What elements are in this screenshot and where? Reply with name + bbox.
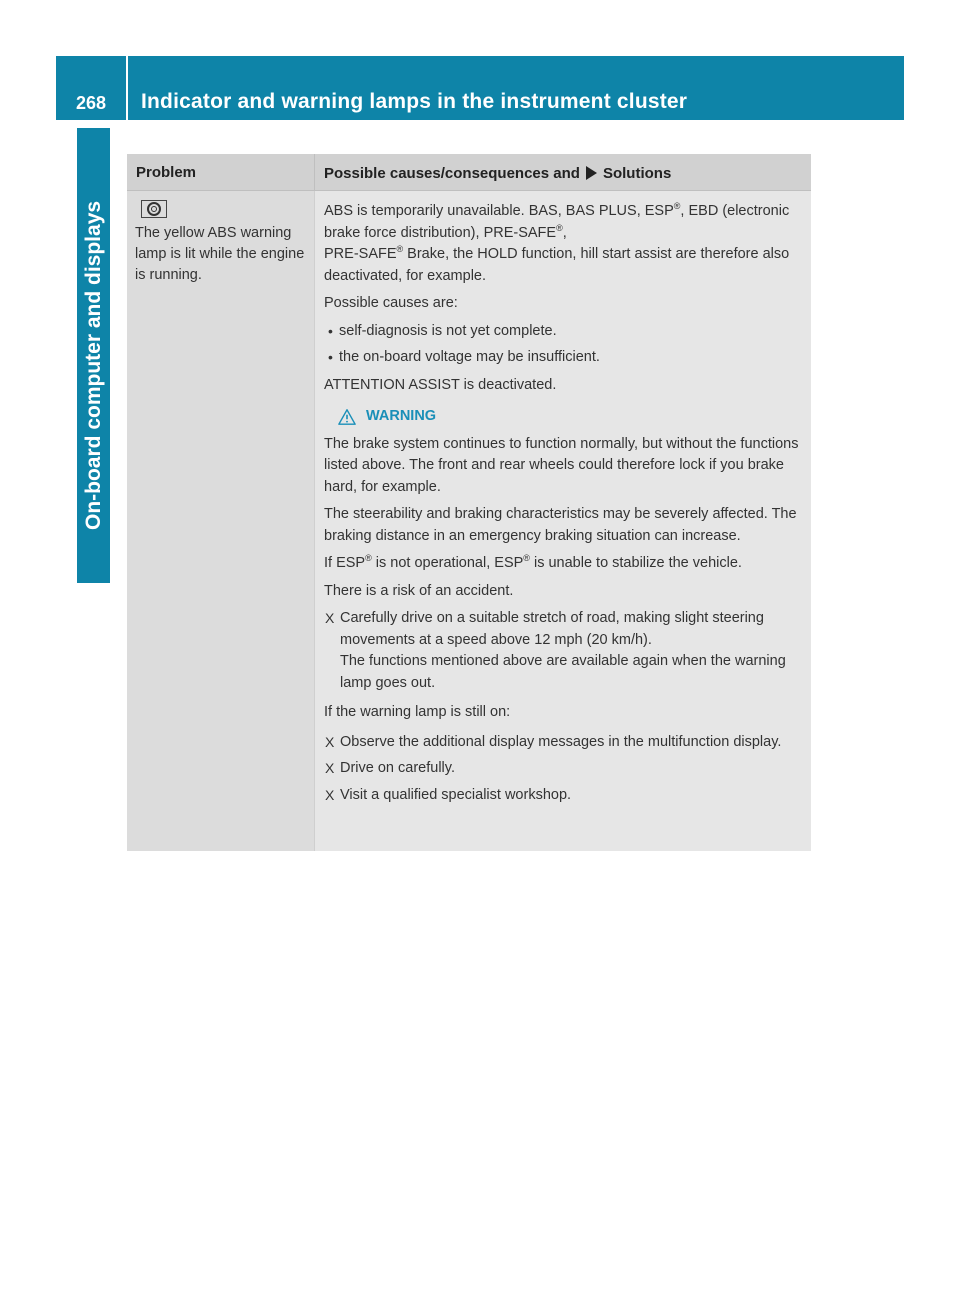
problem-text: The yellow ABS warning lamp is lit while the engine is running. <box>135 225 305 283</box>
problem-cell <box>127 191 314 851</box>
step-arrow-icon: X <box>325 786 335 803</box>
triangle-arrow-icon <box>586 166 597 180</box>
table-row <box>127 191 811 851</box>
cause-text: self-diagnosis is not yet complete. <box>339 322 557 339</box>
registered-mark: ® <box>396 244 404 255</box>
header-separator <box>126 56 128 120</box>
intro-text-4: PRE-SAFE <box>324 246 397 262</box>
step-text: Observe the additional display messages in the multifunction display. <box>340 733 782 750</box>
table-header <box>127 154 811 191</box>
intro-text-5: Brake, the HOLD function, hill start assist are therefore also deactivated, for example. <box>324 246 790 284</box>
step-arrow-icon: X <box>325 733 335 750</box>
registered-mark: ® <box>673 201 681 212</box>
cause-text: the on-board voltage may be insufficient. <box>339 349 600 365</box>
step-text: Carefully drive on a suitable stretch of road, making slight steering movements at a speed above 12 mph (20 km/h). <box>340 610 764 648</box>
step-item <box>324 758 805 780</box>
warning-label: WARNING <box>366 408 437 424</box>
intro-paragraph <box>324 201 805 287</box>
side-tab-label: On-board computer and displays <box>82 200 105 530</box>
step-followup: The functions mentioned above are available again when the warning lamp goes out. <box>340 653 786 691</box>
esp-text-1: If ESP <box>324 555 366 571</box>
column-header-causes: Possible causes/consequences and <box>324 165 580 182</box>
problem-solution-table <box>127 154 811 851</box>
step-item <box>324 608 805 694</box>
still-on-note: If the warning lamp is still on: <box>324 704 511 720</box>
page-number: 268 <box>75 93 107 113</box>
step-arrow-icon: X <box>325 760 335 776</box>
step-item <box>324 785 805 807</box>
step-text: Drive on carefully. <box>340 760 455 776</box>
list-item <box>324 347 805 369</box>
warning-paragraph-1: The brake system continues to function normally, but without the functions listed above. The front and rear wheels could therefore lock if you brake hard, for example. <box>324 435 799 495</box>
attention-assist-note: ATTENTION ASSIST is deactivated. <box>324 376 557 393</box>
bullet: • <box>328 349 333 365</box>
causes-label: Possible causes are: <box>324 295 458 311</box>
column-header-solutions <box>314 154 811 190</box>
esp-text-2: is not operational, ESP <box>371 555 524 571</box>
warning-paragraph-2: The steerability and braking characteristics may be severely affected. The braking distance in an emergency braking situation can increase. <box>324 506 797 544</box>
step-item <box>324 732 805 754</box>
column-header-solutions-label: Solutions <box>602 165 672 182</box>
column-header-problem: Problem <box>136 164 197 181</box>
registered-mark: ® <box>365 553 372 564</box>
step-text: Visit a qualified specialist workshop. <box>340 786 572 803</box>
registered-mark: ® <box>556 222 563 233</box>
page-title: Indicator and warning lamps in the instrument cluster <box>141 90 688 113</box>
list-item <box>324 321 805 343</box>
step-arrow-icon: X <box>325 610 335 626</box>
abs-warning-lamp-icon <box>141 200 167 218</box>
risk-note: There is a risk of an accident. <box>324 582 514 599</box>
intro-text-3: , <box>562 224 567 241</box>
registered-mark: ® <box>523 553 530 564</box>
solutions-cell <box>314 191 811 851</box>
warning-triangle-icon <box>338 408 356 426</box>
intro-text-2: , EBD (electronic brake force distribution), PRE-SAFE <box>324 203 790 241</box>
bullet: • <box>328 322 333 339</box>
esp-text-3: is unable to stabilize the vehicle. <box>529 555 742 571</box>
esp-paragraph <box>324 553 805 575</box>
intro-text-1: ABS is temporarily unavailable. BAS, BAS PLUS, ESP <box>324 203 674 219</box>
warning-heading <box>338 406 805 428</box>
